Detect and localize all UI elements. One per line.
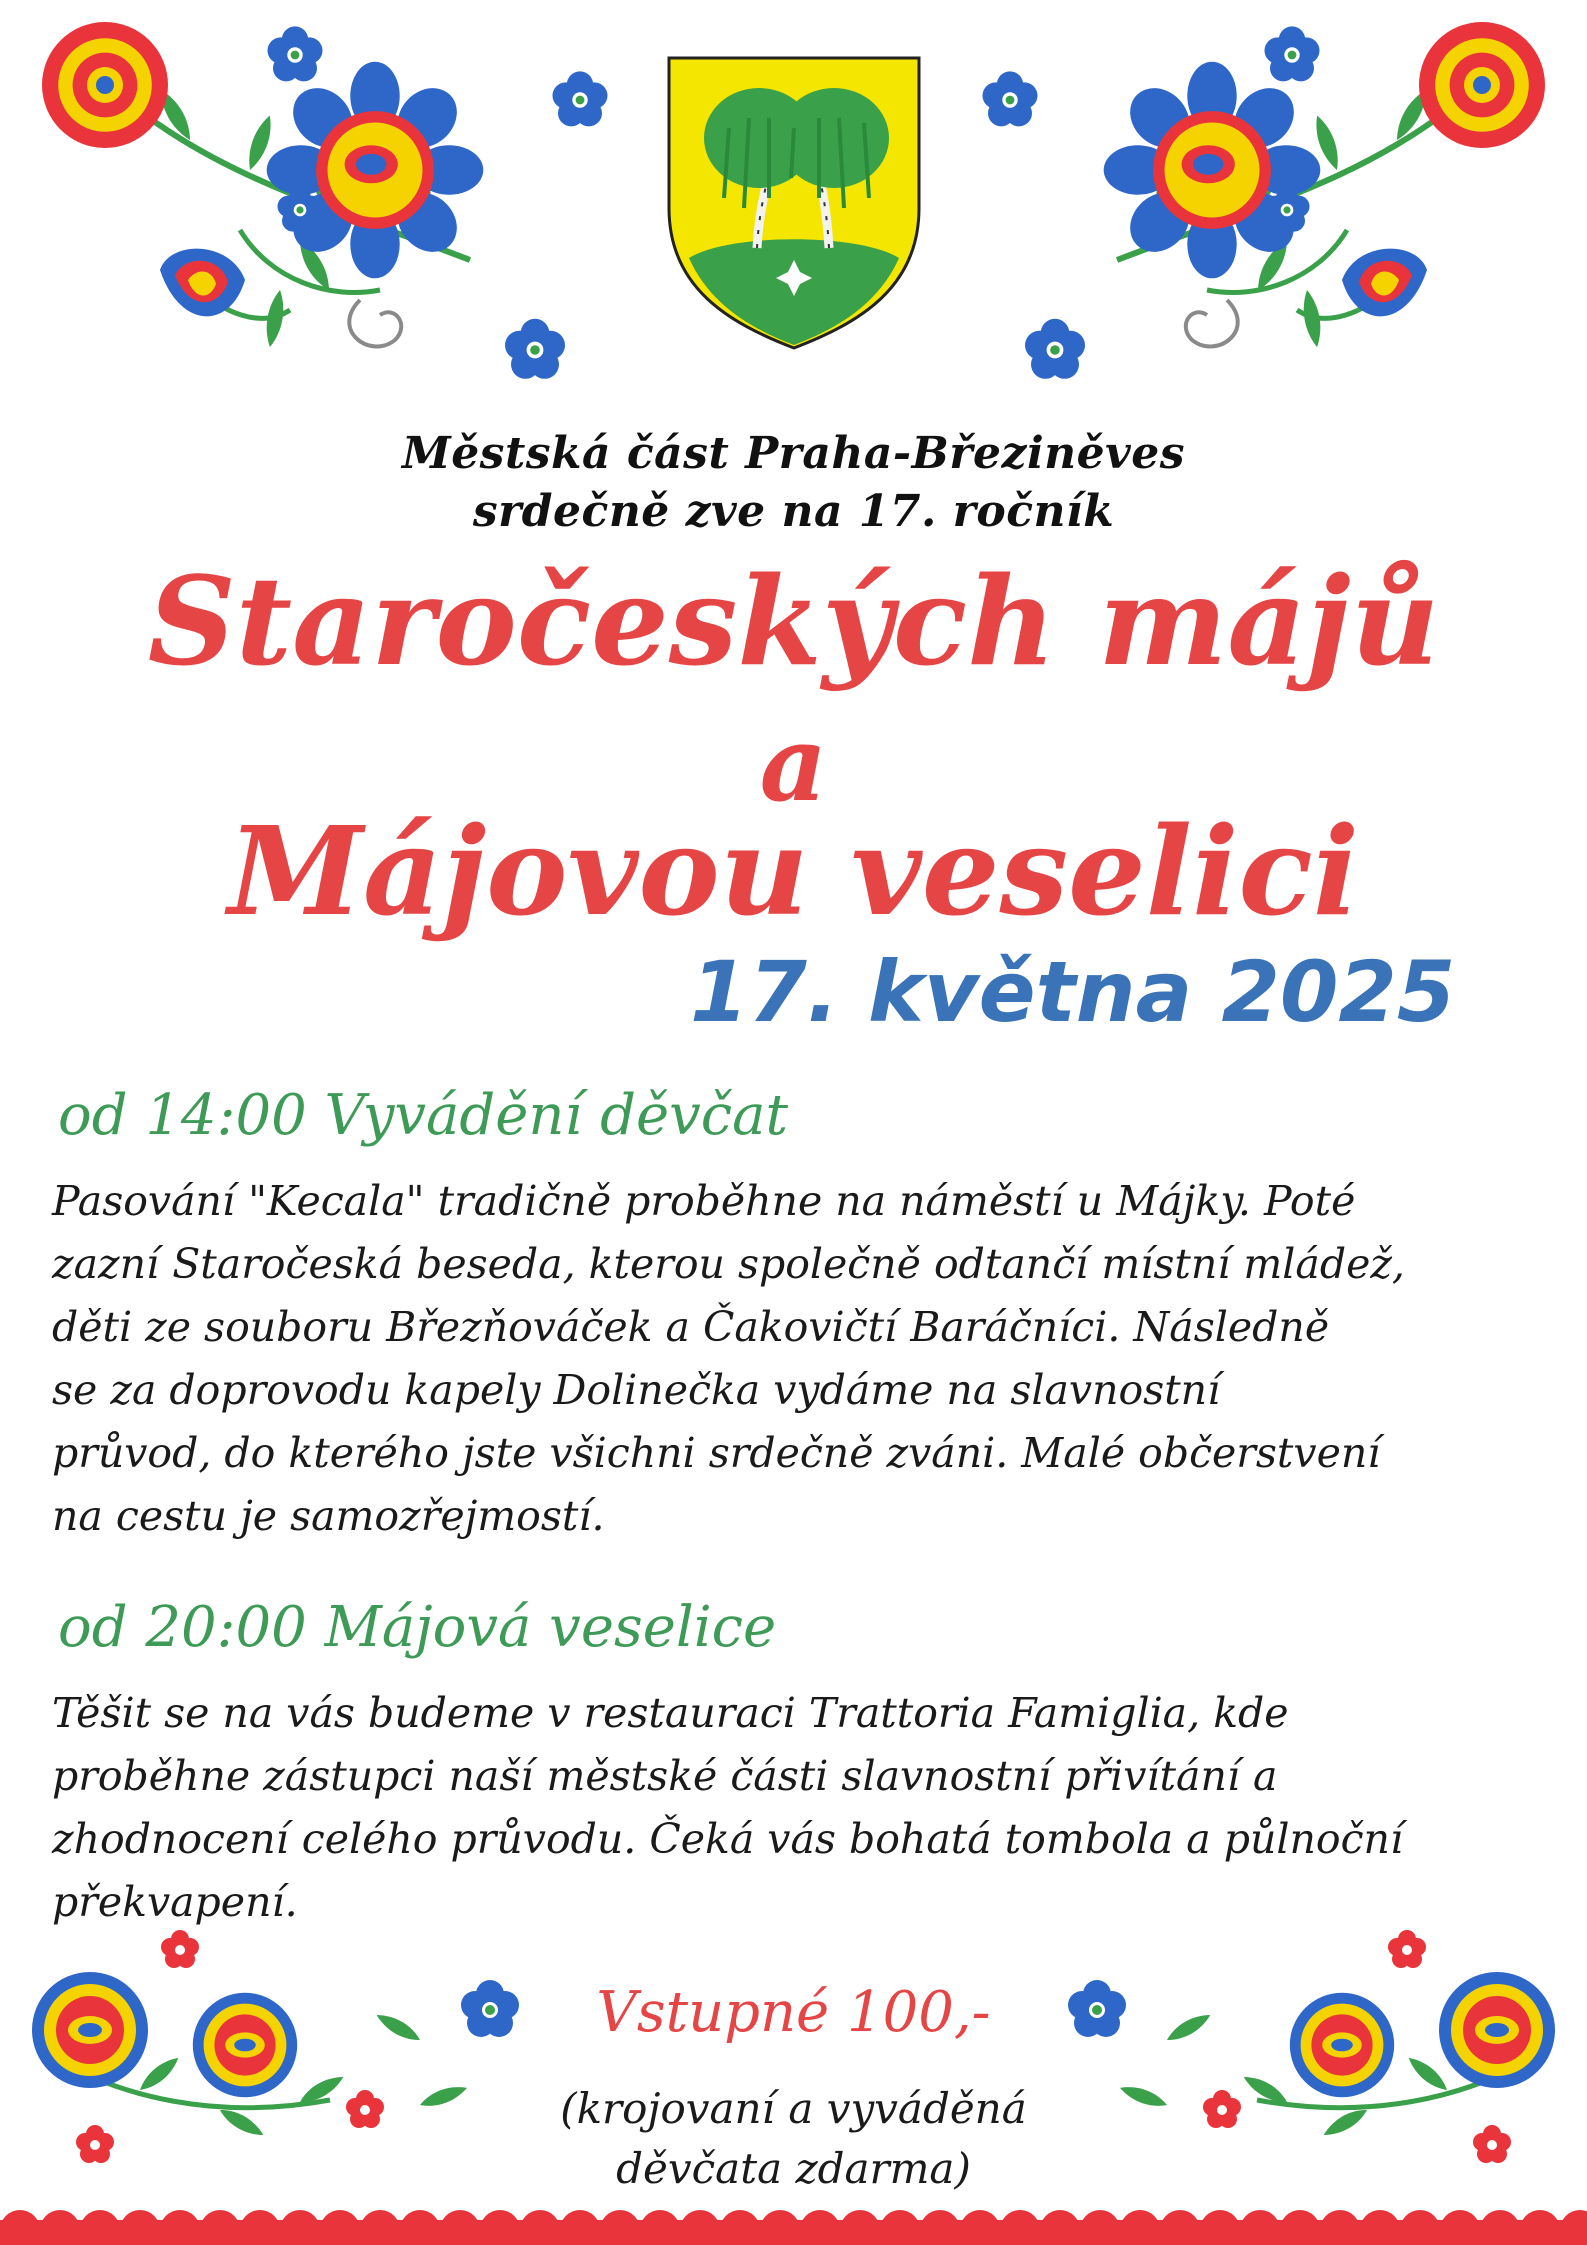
- admission-note-line-2: děvčata zdarma): [616, 2144, 971, 2193]
- admission-fee: Vstupné 100,-: [596, 1980, 991, 2045]
- scalloped-border: [0, 2210, 1587, 2245]
- body-line: proběhne zástupci naší městské části slavnostní přivítání a: [52, 1752, 1278, 1800]
- body-line: překvapení.: [52, 1878, 298, 1926]
- top-left-flowers: [42, 22, 608, 379]
- event-title-line-3: Májovou veselici: [227, 799, 1360, 943]
- organizer-line: Městská část Praha-Březiněves: [401, 428, 1186, 479]
- admission-note-line-1: (krojovaní a vyváděná: [560, 2084, 1027, 2133]
- invitation-line: srdečně zve na 17. ročník: [472, 486, 1115, 537]
- body-line: zazní Staročeská beseda, kterou společně odtančí místní mládež,: [52, 1240, 1405, 1288]
- top-right-flowers: [983, 22, 1546, 379]
- event-date: 17. května 2025: [690, 943, 1456, 1041]
- event-title-line-2: a: [759, 702, 828, 825]
- section-body-evening: [52, 1682, 1532, 1934]
- top-folk-ornament: [0, 0, 1587, 400]
- body-line: na cestu je samozřejmostí.: [52, 1492, 605, 1540]
- body-line: Těšit se na vás budeme v restauraci Trattoria Famiglia, kde: [52, 1689, 1289, 1737]
- section-body-afternoon: [52, 1170, 1532, 1548]
- body-line: průvod, do kterého jste všichni srdečně zváni. Malé občerstvení: [52, 1429, 1381, 1477]
- section-heading-afternoon: od 14:00 Vyvádění děvčat: [58, 1083, 789, 1148]
- body-line: Pasování "Kecala" tradičně proběhne na náměstí u Májky. Poté: [52, 1177, 1356, 1225]
- section-heading-evening: od 20:00 Májová veselice: [58, 1595, 777, 1660]
- body-line: se za doprovodu kapely Dolinečka vydáme na slavnostní: [52, 1366, 1221, 1414]
- event-title-line-1: Staročeských májů: [147, 549, 1440, 693]
- body-line: zhodnocení celého průvodu. Čeká vás bohatá tombola a půlnoční: [52, 1815, 1404, 1863]
- body-line: děti ze souboru Březňováček a Čakovičtí Baráčníci. Následně: [52, 1303, 1330, 1351]
- coat-of-arms: [669, 58, 919, 348]
